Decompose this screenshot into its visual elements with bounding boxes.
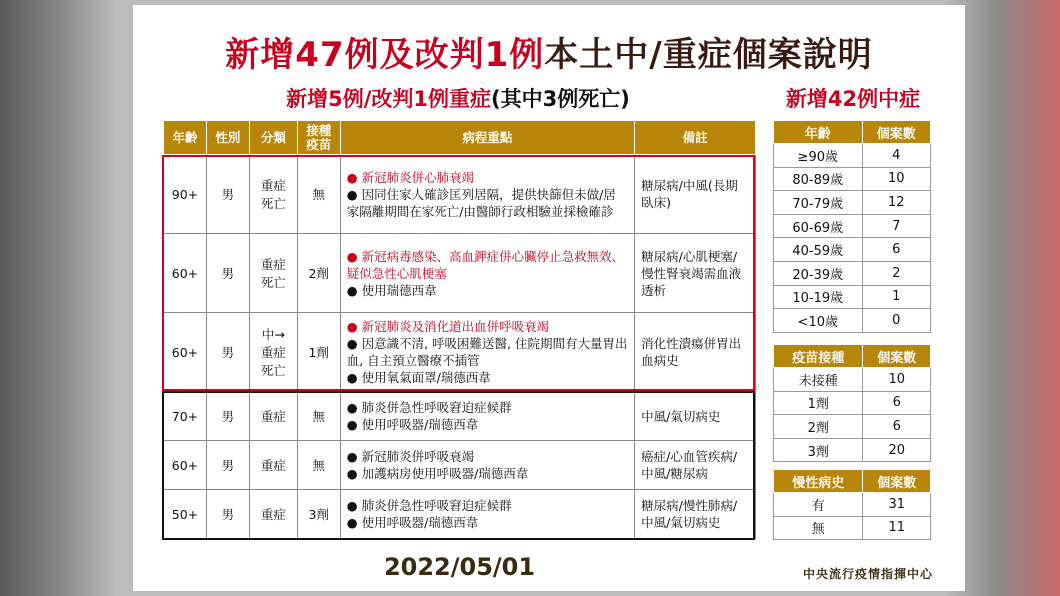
- title-dark-part: 本土中/重症個案說明: [544, 35, 873, 75]
- title-red-part: 新增47例及改判1例: [225, 35, 545, 75]
- label-cell: 10-19歲: [774, 285, 863, 309]
- count-cell: 7: [862, 214, 930, 238]
- note-cell: 中風/氣切病史: [635, 392, 756, 441]
- sex-cell: 男: [206, 441, 249, 490]
- note-cell: 消化性潰瘍併胃出血病史: [635, 313, 756, 392]
- course-item: ● 因意識不清, 呼吸困難送醫, 住院期間有大量胃出血, 自主預立醫療不插管: [346, 336, 628, 368]
- course-highlight: ● 新冠肺炎及消化道出血併呼吸衰竭: [346, 319, 550, 334]
- note-cell: 糖尿病/心肌梗塞/慢性腎衰竭需血液透析: [635, 234, 756, 313]
- note-cell: 糖尿病/慢性肺病/中風/氣切病史: [635, 490, 756, 539]
- label-cell: 1劑: [774, 391, 863, 415]
- column-header: 個案數: [863, 345, 931, 368]
- severe-subtitle: 新增5例/改判1例重症(其中3例死亡): [286, 87, 630, 111]
- label-cell: 2劑: [774, 415, 863, 439]
- course-item: ● 因同住家人確診匡列居隔，提供快篩但未做/居家隔離期間在家死亡/由醫師行政相驗並採檢確診: [346, 186, 616, 219]
- sex-cell: 男: [206, 155, 249, 234]
- age-cell: 70+: [164, 392, 207, 441]
- label-cell: ≥90歲: [774, 144, 863, 168]
- table-row: [774, 191, 931, 215]
- label-cell: 60-69歲: [774, 214, 863, 238]
- slide: [133, 5, 965, 591]
- label-cell: 20-39歲: [774, 261, 863, 285]
- course-cell: [340, 234, 634, 313]
- course-item: ● 加護病房使用呼吸器/瑞德西韋: [346, 466, 529, 481]
- category-cell: 重症: [249, 441, 297, 490]
- category-cell: 重症: [249, 392, 297, 441]
- sex-cell: 男: [206, 234, 249, 313]
- category-cell: 重症 死亡: [249, 155, 297, 234]
- count-cell: 6: [863, 391, 931, 415]
- age-table: [773, 120, 931, 333]
- moderate-subtitle: 新增42例中症: [785, 87, 921, 111]
- age-cell: 90+: [164, 155, 207, 234]
- table-row: [774, 368, 931, 392]
- course-item: ● 新冠肺炎併呼吸衰竭: [346, 449, 475, 464]
- column-header: 個案數: [862, 121, 930, 144]
- count-cell: 4: [862, 144, 930, 168]
- column-header: 病程重點: [340, 121, 634, 155]
- table-row: [164, 392, 756, 441]
- column-header: 年齡: [164, 121, 207, 155]
- column-header: 個案數: [863, 470, 931, 493]
- vaccine-cell: 無: [297, 155, 340, 234]
- severe-cases-table: [163, 120, 756, 539]
- table-row: [774, 516, 931, 540]
- count-cell: 6: [862, 238, 930, 262]
- table-header-row: [164, 121, 756, 155]
- date-label: 2022/05/01: [383, 553, 536, 581]
- table-row: [774, 415, 931, 439]
- course-item: ● 肺炎併急性呼吸窘迫症候群: [346, 400, 512, 415]
- vaccine-cell: 2劑: [297, 234, 340, 313]
- table-row: [164, 441, 756, 490]
- column-header: 接種 疫苗: [297, 121, 340, 155]
- category-cell: 重症 死亡: [249, 234, 297, 313]
- table-row: [774, 214, 931, 238]
- note-cell: 糖尿病/中風(長期臥床): [635, 155, 756, 234]
- table-row: [164, 490, 756, 539]
- table-row: [164, 234, 756, 313]
- age-cell: 60+: [164, 234, 207, 313]
- age-cell: 50+: [164, 490, 207, 539]
- count-cell: 6: [863, 415, 931, 439]
- course-cell: [340, 313, 634, 392]
- table-row: [774, 238, 931, 262]
- column-header: 慢性病史: [774, 470, 863, 493]
- count-cell: 10: [863, 368, 931, 392]
- course-cell: [340, 155, 634, 234]
- count-cell: 20: [863, 438, 931, 462]
- table-row: [774, 285, 931, 309]
- count-cell: 12: [862, 191, 930, 215]
- table-row: [164, 313, 756, 392]
- table-row: [774, 438, 931, 462]
- chronic-table: [773, 469, 931, 540]
- column-header: 性別: [206, 121, 249, 155]
- age-cell: 60+: [164, 313, 207, 392]
- label-cell: 40-59歲: [774, 238, 863, 262]
- course-highlight: ● 新冠肺炎併心肺衰竭: [346, 169, 475, 185]
- sex-cell: 男: [206, 392, 249, 441]
- sex-cell: 男: [206, 490, 249, 539]
- label-cell: 無: [774, 516, 863, 540]
- vaccine-cell: 3劑: [297, 490, 340, 539]
- table-row: [774, 493, 931, 517]
- vaccine-cell: 無: [297, 392, 340, 441]
- course-item: ● 使用瑞德西韋: [346, 282, 437, 298]
- table-header-row: [774, 345, 931, 368]
- column-header: 備註: [635, 121, 756, 155]
- course-item: ● 使用呼吸器/瑞德西韋: [346, 417, 479, 432]
- label-cell: <10歲: [774, 309, 863, 333]
- vaccine-table: [773, 344, 931, 462]
- course-item: ● 使用呼吸器/瑞德西韋: [346, 515, 479, 530]
- label-cell: 3劑: [774, 438, 863, 462]
- course-cell: [340, 392, 634, 441]
- table-row: [774, 391, 931, 415]
- label-cell: 80-89歲: [774, 167, 863, 191]
- column-header: 分類: [249, 121, 297, 155]
- note-cell: 癌症/心血管疾病/中風/糖尿病: [635, 441, 756, 490]
- category-cell: 中→ 重症 死亡: [249, 313, 297, 392]
- label-cell: 70-79歲: [774, 191, 863, 215]
- vaccine-cell: 無: [297, 441, 340, 490]
- count-cell: 0: [862, 309, 930, 333]
- table-row: [774, 309, 931, 333]
- age-cell: 60+: [164, 441, 207, 490]
- table-row: [774, 167, 931, 191]
- column-header: 疫苗接種: [774, 345, 863, 368]
- course-item: ● 使用氧氣面罩/瑞德西韋: [346, 370, 491, 385]
- label-cell: 未接種: [774, 368, 863, 392]
- table-row: [164, 155, 756, 234]
- column-header: 年齡: [774, 121, 863, 144]
- sex-cell: 男: [206, 313, 249, 392]
- label-cell: 有: [774, 493, 863, 517]
- course-cell: [340, 441, 634, 490]
- table-header-row: [774, 470, 931, 493]
- count-cell: 31: [863, 493, 931, 517]
- count-cell: 11: [863, 516, 931, 540]
- table-row: [774, 261, 931, 285]
- course-item: ● 肺炎併急性呼吸窘迫症候群: [346, 498, 512, 513]
- table-row: [774, 144, 931, 168]
- course-highlight: ● 新冠病毒感染、高血鉀症併心臟停止急救無效、疑似急性心肌梗塞: [346, 248, 625, 281]
- org-label: 中央流行疫情指揮中心: [802, 567, 933, 581]
- course-cell: [340, 490, 634, 539]
- count-cell: 10: [862, 167, 930, 191]
- vaccine-cell: 1劑: [297, 313, 340, 392]
- table-header-row: [774, 121, 931, 144]
- count-cell: 1: [862, 285, 930, 309]
- count-cell: 2: [862, 261, 930, 285]
- page-title: [133, 27, 965, 76]
- category-cell: 重症: [249, 490, 297, 539]
